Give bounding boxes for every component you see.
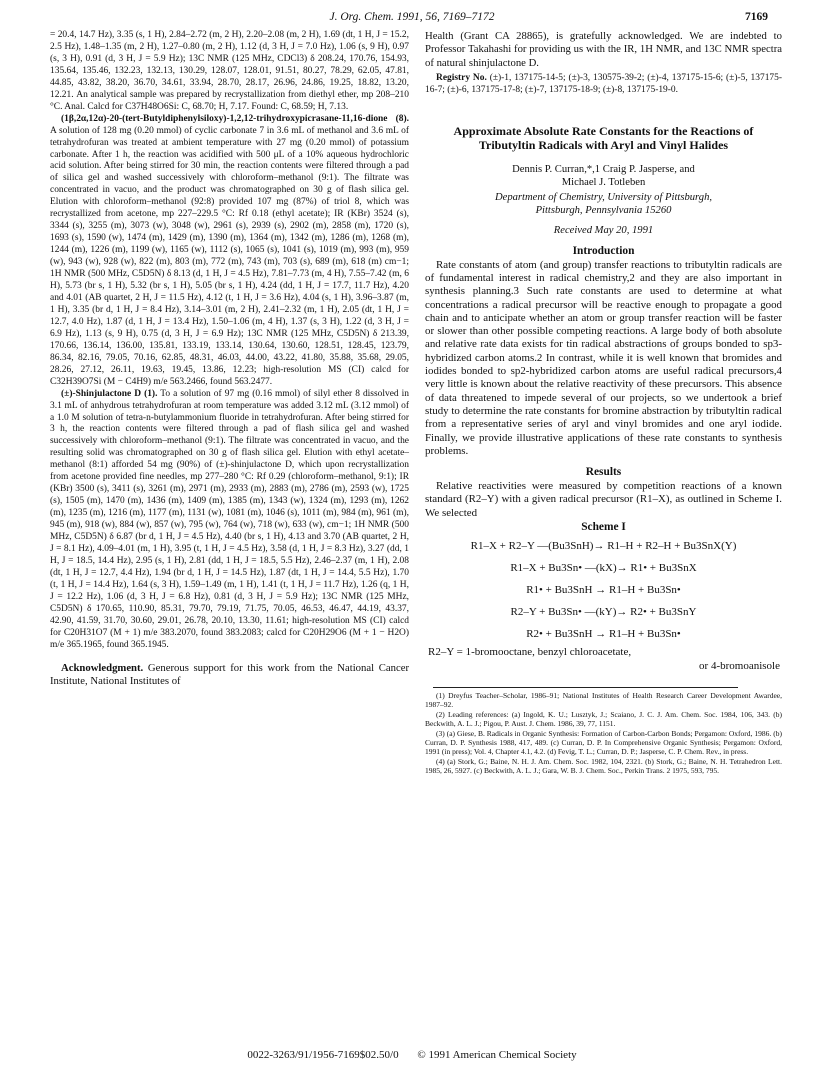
scheme-standard-definition: R2–Y = 1-bromooctane, benzyl chloroacetate, (428, 645, 632, 658)
results-heading: Results (585, 466, 622, 479)
footnote-divider (433, 687, 738, 688)
journal-citation: J. Org. Chem. 1991, 56, 7169–7172 (329, 11, 495, 23)
compound-8-body: A solution of 128 mg (0.20 mmol) of cyclic carbonate 7 in 3.6 mL of methanol and 3.6 mL of tetrahydrofuran was treated at ambient temperature with 27 mg (0.20 mmol) of potassium carbonate. After 1 h, the reaction was acidified with 500 μL of a 10% aqueous hydrochloric acid solution. After being stirred for 30 min, the reaction contents were filtered through a pad of silica gel and washed successively with chloroform–methanol (9:1). The filtrate was concentrated in vacuo, and the product was chromatographed on 30 g of flash silica gel. Elution with chloroform–methanol (92:8) provided 107 mg (87%) of triol 8, which was recrystallized from acetone, mp 227–229.5 °C: Rf 0.18 (ethyl acetate); IR (KBr) 3524 (s), 3344 (s), 3255 (m), 3073 (w), 3048 (w), 2961 (s), 2939 (s), 2902 (m), 2858 (m), 1720 (s), 1693 (s), 1590 (w), 1474 (m), 1429 (m), 1390 (m), 1364 (m), 1342 (m), 1286 (m), 1268 (m), 1244 (m), 1226 (m), 1199 (w), 1165 (w), 1112 (s), 1065 (s), 1041 (s), 1019 (m), 993 (m), 959 (w), 943 (w), 928 (w), 822 (m), 803 (m), 772 (m), 743 (m), 703 (s), 689 (m), 618 (m) cm−1; 1H NMR (500 MHz, C5D5N) δ 8.13 (d, 1 H, J = 4.5 Hz), 7.81–7.73 (m, 4 H), 7.55–7.42 (m, 6 H), 5.73 (br s, 1 H), 5.32 (br s, 1 H), 5.05 (br s, 1 H), 4.24 (dd, 1 H, J = 17.7, 11.7 Hz), 4.20 and 4.01 (AB quartet, 2 H, J = 11.5 Hz), 4.12 (t, 1 H, J = 3.6 Hz), 4.04 (s, 1 H), 3.96–3.87 (m, 1 H), 3.35 (br d, 1 H, J = 8.4 Hz), 3.14–3.01 (m, 2 H), 2.41–2.32 (m, 1 H), 2.05 (dt, 1 H, J = 12.7, 4.0 Hz), 1.87 (d, 1 H, J = 13.4 Hz), 1.50–1.06 (m, 4 H), 1.37 (s, 3 H), 1.22 (d, 3 H, J = 6.9 Hz), 1.13 (s, 9 H), 0.75 (d, 3 H, J = 6.9 Hz); 13C NMR (125 MHz, C5D5N) δ 213.39, 170.66, 136.14, 136.00, 135.81, 133.19, 133.14, 130.64, 130.60, 128.51, 128.45, 123.79, 86.34, 82.16, 79.05, 70.16, 62.85, 48.31, 46.03, 44.00, 43.22, 41.80, 35.88, 35.68, 29.05, 28.26, 27.12, 26.11, 19.63, 19.45, 13.86, 12.23; high-resolution MS (CI) calcd for C32H39O7Si (M − C4H9) m/e 563.2466, found 563.2477. (50, 125, 409, 387)
article-code: 0022-3263/91/1956-7169$02.50/0 (247, 1049, 399, 1061)
scheme-standard-definition-cont: or 4-bromoanisole (699, 659, 780, 672)
acknowledgment-continuation: Health (Grant CA 28865), is gratefully acknowledged. We are indebted to Professor Takahashi for providing us with the IR, 1H NMR, and 13C NMR spectra of natural shinjulactone D. (425, 30, 782, 69)
scheme-1 (425, 535, 782, 673)
shinjulactone-body: To a solution of 97 mg (0.16 mmol) of silyl ether 8 dissolved in 3.1 mL of anhydrous tetrahydrofuran at room temperature was added 3.12 mL (3.12 mmol) of a 1.0 M solution of tetra-n-butylammonium fluoride in tetrahydrofuran. After being stirred for 3 h, the reaction contents were filtered through a pad of flash silica gel and washed successively with chloroform–methanol (9:1). The filtrate was concentrated in vacuo, and the resulting solid was chromatographed on 30 g of flash silica gel. Elution with ethyl acetate–methanol (8:1) afforded 54 mg (90%) of (±)-shinjulactone D, which upon recrystallization from acetone provided fine needles, mp 277–280 °C: Rf 0.29 (chloroform–methanol, 9:1); IR (KBr) 3500 (s), 3411 (s), 3261 (m), 2971 (m), 2933 (m), 2883 (m), 2786 (m), 2593 (w), 1725 (s), 1505 (m), 1470 (m), 1436 (m), 1409 (m), 1385 (m), 1343 (w), 1324 (m), 1293 (m), 1262 (m), 1235 (m), 1216 (m), 1177 (m), 1131 (w), 1081 (m), 1046 (s), 1011 (m), 984 (m), 961 (m), 945 (m), 918 (w), 884 (w), 857 (w), 795 (w), 764 (w), 718 (w), 633 (w), cm−1; 1H NMR (500 MHz, C5D5N) δ 6.87 (br d, 1 H, J = 4.5 Hz), 4.40 (br s, 1 H), 4.13 and 3.70 (AB quartet, 2 H, J = 8.1 Hz), 4.09–4.01 (m, 1 H), 3.95 (t, 1 H, J = 4.5 Hz), 3.58 (d, 1 H, J = 8.3 Hz), 3.27 (dd, 1 H, J = 18.5, 14.4 Hz), 2.95 (s, 1 H), 2.81 (dd, 1 H, J = 18.5, 5.5 Hz), 2.46–2.37 (m, 1 H), 2.08 (dt, 1 H, J = 12.7, 4.4 Hz), 1.94 (br d, 1 H, J = 14.5 Hz), 1.87 (dt, 1 H, J = 14.4, 5.5 Hz), 1.70 (t, 1 H, J = 14.4 Hz), 1.64 (s, 3 H), 1.59–1.49 (m, 1 H), 1.41 (t, 1 H, J = 11.7 Hz), 1.26 (q, 1 H, J = 12.2 Hz), 1.06 (d, 3 H, J = 6.8 Hz), 0.81 (d, 3 H, J = 5.9 Hz); 13C NMR (125 MHz, C5D5N) δ 170.65, 110.90, 85.31, 79.70, 79.19, 71.75, 70.05, 46.53, 46.47, 44.19, 43.37, 42.90, 41.59, 31.70, 30.60, 29.01, 26.78, 20.10, 13.30, 11.61; high-resolution MS (CI) calcd for C20H31O7 (M + 1) m/e 383.2070, found 383.2083; calcd for C20H29O6 (M + 1 − H2O) m/e 365.1965, found 365.1945. (50, 388, 409, 650)
shinjulactone-paragraph (50, 389, 409, 652)
scheme-line: R1–X + Bu3Sn• —(kX)→ R1• + Bu3SnX (510, 561, 697, 574)
compound-8-heading: (1β,2α,12α)-20-(tert-Butyldiphenylsiloxy)-1,2,12-trihydroxypicrasane-11,16-dione (8). (61, 113, 409, 124)
affiliation (425, 191, 782, 217)
acknowledgment-body: Generous support for this work from the National Cancer Institute, National Institutes of (50, 661, 410, 687)
compound-8-paragraph (50, 114, 409, 389)
copyright-notice: © 1991 American Chemical Society (417, 1049, 577, 1061)
scheme-line: R2• + Bu3SnH → R1–H + Bu3Sn• (526, 627, 681, 640)
introduction-body: Rate constants of atom (and group) transfer reactions to tributyltin radicals are of fundamental interest in radical chemistry,2 and they are also important in synthesis planning.3 Such rate constants are used to determine at what concentrations a radical precursor will be reactive enough to propagate a good chain and to anticipate whether an atom or group transfer reaction will be faster or slower than other possible competing reactions. A large body of both absolute and relative rate data exists for tin radical abstractions of groups bonded to sp3-hybridized carbon atoms.2 In contrast, while it is well known that bromides and iodides bonded to sp2-hybridized carbon atoms are useful radical precursors,4 very little is known about the relative reactivity of these precursors. This absence of data threatened to impede several of our projects, so we undertook a brief study to determine the rate constants for bromine abstraction by tributyltin radical from a representative series of aryl and vinyl bromides and one aryl iodide. Finally, we provide illustrative applications of these rate constants to synthesis problems. (425, 258, 782, 457)
scheme-line: R2–Y + Bu3Sn• —(kY)→ R2• + Bu3SnY (510, 605, 697, 618)
affiliation-line-1: Department of Chemistry, University of Pittsburgh, (494, 191, 713, 203)
scheme-line: R1–X + R2–Y —(Bu3SnH)→ R1–H + R2–H + Bu3SnX(Y) (470, 539, 737, 552)
footnote-1: (1) Dreyfus Teacher–Scholar, 1986–91; National Institutes of Health Research Career Development Awardee, 1987–92. (425, 690, 782, 710)
author-list (425, 163, 782, 189)
received-date: Received May 20, 1991 (553, 224, 654, 236)
page-number: 7169 (745, 11, 768, 23)
footnotes (425, 691, 782, 776)
introduction-heading: Introduction (572, 244, 635, 257)
experimental-continuation: = 20.4, 14.7 Hz), 3.35 (s, 1 H), 2.84–2.72 (m, 2 H), 2.20–2.08 (m, 2 H), 1.69 (dt, 1 H, J = 15.2, 2.5 Hz), 1.48–1.35 (m, 2 H), 1.27–0.80 (m, 2 H), 1.12 (d, 3 H, J = 7.0 Hz), 1.06 (s, 9 H), 0.97 (s, 3 H), 0.91 (d, 3 H, J = 5.9 Hz); 13C NMR (125 MHz, CDCl3) δ 208.24, 170.76, 154.93, 135.64, 135.46, 132.23, 132.13, 130.29, 128.07, 128.01, 91.51, 80.27, 78.29, 62.05, 47.81, 44.85, 43.82, 38.20, 36.70, 34.61, 33.94, 28.70, 28.17, 26.96, 24.86, 19.25, 18.82, 13.20, 12.21. An analytical sample was prepared by recrystallization from diethyl ether, mp 208–210 °C. Anal. Calcd for C37H48O6Si: C, 68.70; H, 7.17. Found: C, 68.59; H, 7.13. (50, 30, 409, 112)
page-footer (0, 1049, 824, 1061)
acknowledgment-heading: Acknowledgment. (61, 661, 144, 674)
left-column (50, 30, 409, 688)
affiliation-line-2: Pittsburgh, Pennsylvania 15260 (535, 204, 672, 216)
shinjulactone-heading: (±)-Shinjulactone D (1). (61, 388, 158, 399)
registry-paragraph (425, 73, 782, 97)
article-title: Approximate Absolute Rate Constants for the Reactions of Tributyltin Radicals with Aryl and Vinyl Halides (453, 123, 754, 153)
registry-heading: Registry No. (436, 72, 487, 83)
footnote-3: (3) (a) Giese, B. Radicals in Organic Synthesis: Formation of Carbon-Carbon Bonds; Pergamon: Oxford, 1986. (b) Curran, D. P. Synthesis 1988, 417, 489. (c) Curran, D. P. In Comprehensive Organic Synthesis; Pergamon: Oxford, 1991 (in press); Vol. 4, Chapter 4.1, 4.2. (d) Fevig, T. L.; Curran, D. P.; Jasperse, C. P. Chem. Rev., in press. (425, 728, 782, 757)
scheme-line: R1• + Bu3SnH → R1–H + Bu3Sn• (526, 583, 681, 596)
footnote-4: (4) (a) Stork, G.; Baine, N. H. J. Am. Chem. Soc. 1982, 104, 2321. (b) Stork, G.; Baine, N. H. Tetrahedron Lett. 1985, 26, 5927. (c) Beckwith, A. L. J.; Gara, W. B. J. Chem. Soc., Perkin Trans. 2 1975, 593, 795. (425, 756, 782, 776)
acknowledgment-paragraph (50, 662, 409, 689)
running-header (0, 8, 824, 26)
scheme-title: Scheme I (581, 521, 626, 533)
footnote-2: (2) Leading references: (a) Ingold, K. U.; Lusztyk, J.; Scaiano, J. C. J. Am. Chem. Soc. 1984, 106, 343. (b) Beckwith, A. L. J.; Pigou, P. Aust. J. Chem. 1986, 39, 77, 1151. (425, 709, 782, 729)
authors-line-1: Dennis P. Curran,*,1 Craig P. Jasperse, and (512, 163, 695, 175)
authors-line-2: Michael J. Totleben (561, 176, 646, 188)
results-body: Relative reactivities were measured by competition reactions of a known standard (R2–Y) with a given radical precursor (R1–X), as outlined in Scheme I. We selected (425, 480, 782, 519)
registry-body: (±)-1, 137175-14-5; (±)-3, 130575-39-2; (±)-4, 137175-15-6; (±)-5, 137175-16-7; (±)-6, 137175-17-8; (±)-7, 137175-18-9; (±)-8, 137175-19-0. (425, 72, 783, 95)
right-column (425, 30, 782, 776)
